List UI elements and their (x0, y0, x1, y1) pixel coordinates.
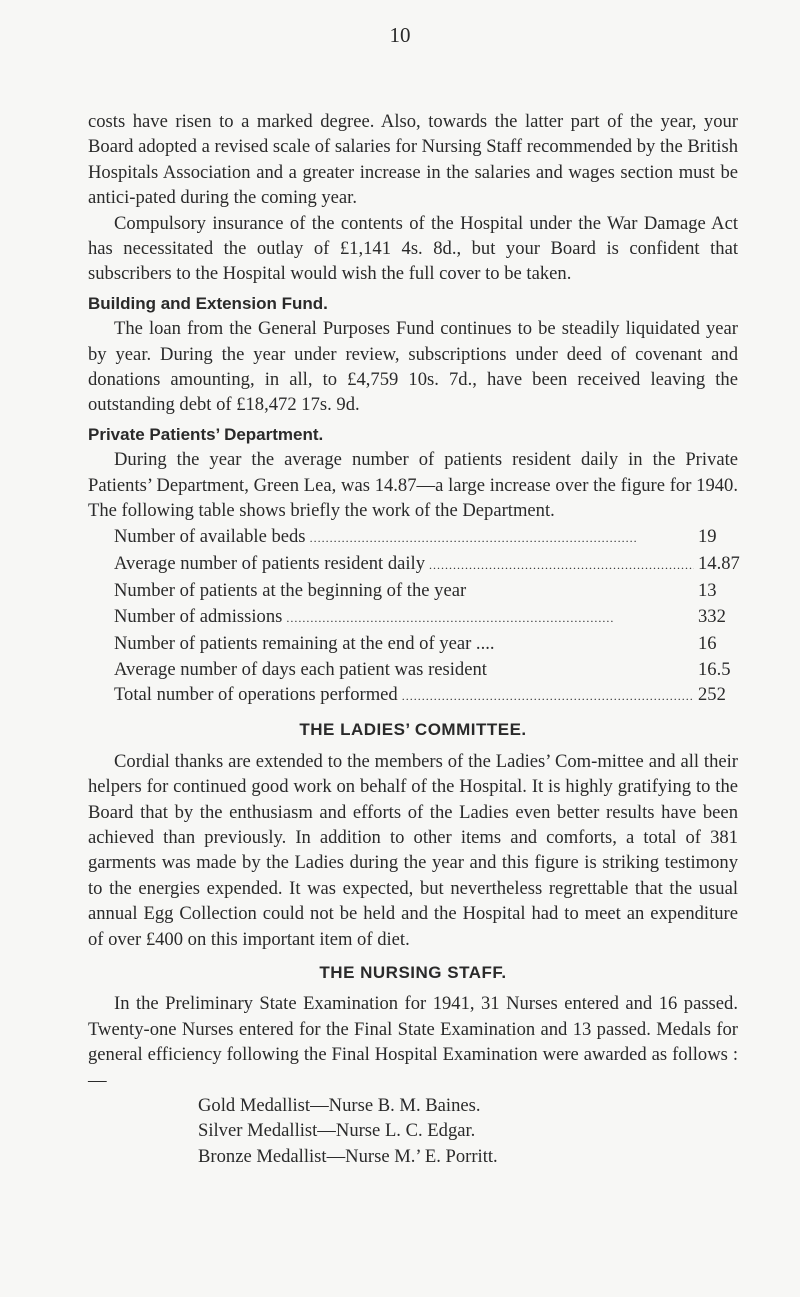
paragraph: The loan from the General Purposes Fund continues to be steadily liquidated year by year. During the year under review, subscriptions under deed of covenant and donations amounting, in all, to £4,759 10s. 7d., have been received leaving the outstanding debt of £18,472 17s. 9d. (88, 318, 738, 416)
section-heading-private-patients: Private Patients’ Department. (88, 424, 324, 444)
medal-entry: Gold Medallist—Nurse B. M. Baines. (198, 1095, 481, 1117)
section-heading-ladies-committee: THE LADIES’ COMMITTEE. (299, 720, 527, 740)
medal-entry: Silver Medallist—Nurse L. C. Edgar. (198, 1120, 476, 1142)
section-heading-building-fund: Building and Extension Fund. (88, 293, 328, 313)
paragraph: In the Preliminary State Examination for 1941, 31 Nurses entered and 16 passed. Twenty-one Nurses entered for the Final State Examination and 13 passed. Medals for general efficiency following the Final Hospital Examination were awarded as follows :— (88, 993, 738, 1091)
body-text (88, 109, 738, 1169)
table-row: Average number of days each patient was resident 16.5 (114, 658, 731, 680)
paragraph: Cordial thanks are extended to the members of the Ladies’ Com-mittee and all their helpers for continued good work on behalf of the Hospital. It is highly gratifying to the Board that by the enthusiasm and efforts of the Ladies even better results have been achieved than previously. In addition to other items and comforts, a total of 381 garments was made by the Ladies during the year and this figure is striking testimony to the energies expended. It was expected, but nevertheless regrettable that the usual annual Egg Collection could not be held and the Hospital had to meet an expenditure of over £400 on this important item of diet. (88, 750, 738, 950)
paragraph: Compulsory insurance of the contents of the Hospital under the War Damage Act has necessitated the outlay of £1,141 4s. 8d., but your Board is confident that subscribers to the Hospital would wish the full cover to be taken. (88, 212, 738, 285)
paragraph: costs have risen to a marked degree. Also, towards the latter part of the year, your Board adopted a revised scale of salaries for Nursing Staff recommended by the British Hospitals Association and a greater increase in the salaries and wages section must be antici-pated during the coming year. (88, 111, 738, 209)
table-row: Total number of operations performed . . . 252 (114, 682, 738, 709)
table-row: Number of available beds . . . 19 (114, 524, 738, 551)
table-row: Number of admissions . . . 332 (114, 604, 738, 631)
medal-entry: Bronze Medallist—Nurse M.’ E. Porritt. (198, 1145, 498, 1167)
statistics-table (114, 524, 738, 710)
table-row: Average number of patients resident daily . . . 14.87 (114, 551, 738, 578)
page-number: 10 (389, 23, 411, 47)
paragraph: During the year the average number of patients resident daily in the Private Patients’ Department, Green Lea, was 14.87—a large increase over the figure for 1940. The following table shows briefly the work of the Department. (88, 449, 738, 522)
table-row: Number of patients at the beginning of the year 13 (114, 580, 717, 602)
table-row: Number of patients remaining at the end of year .... 16 (114, 633, 717, 655)
section-heading-nursing-staff: THE NURSING STAFF. (319, 963, 507, 982)
